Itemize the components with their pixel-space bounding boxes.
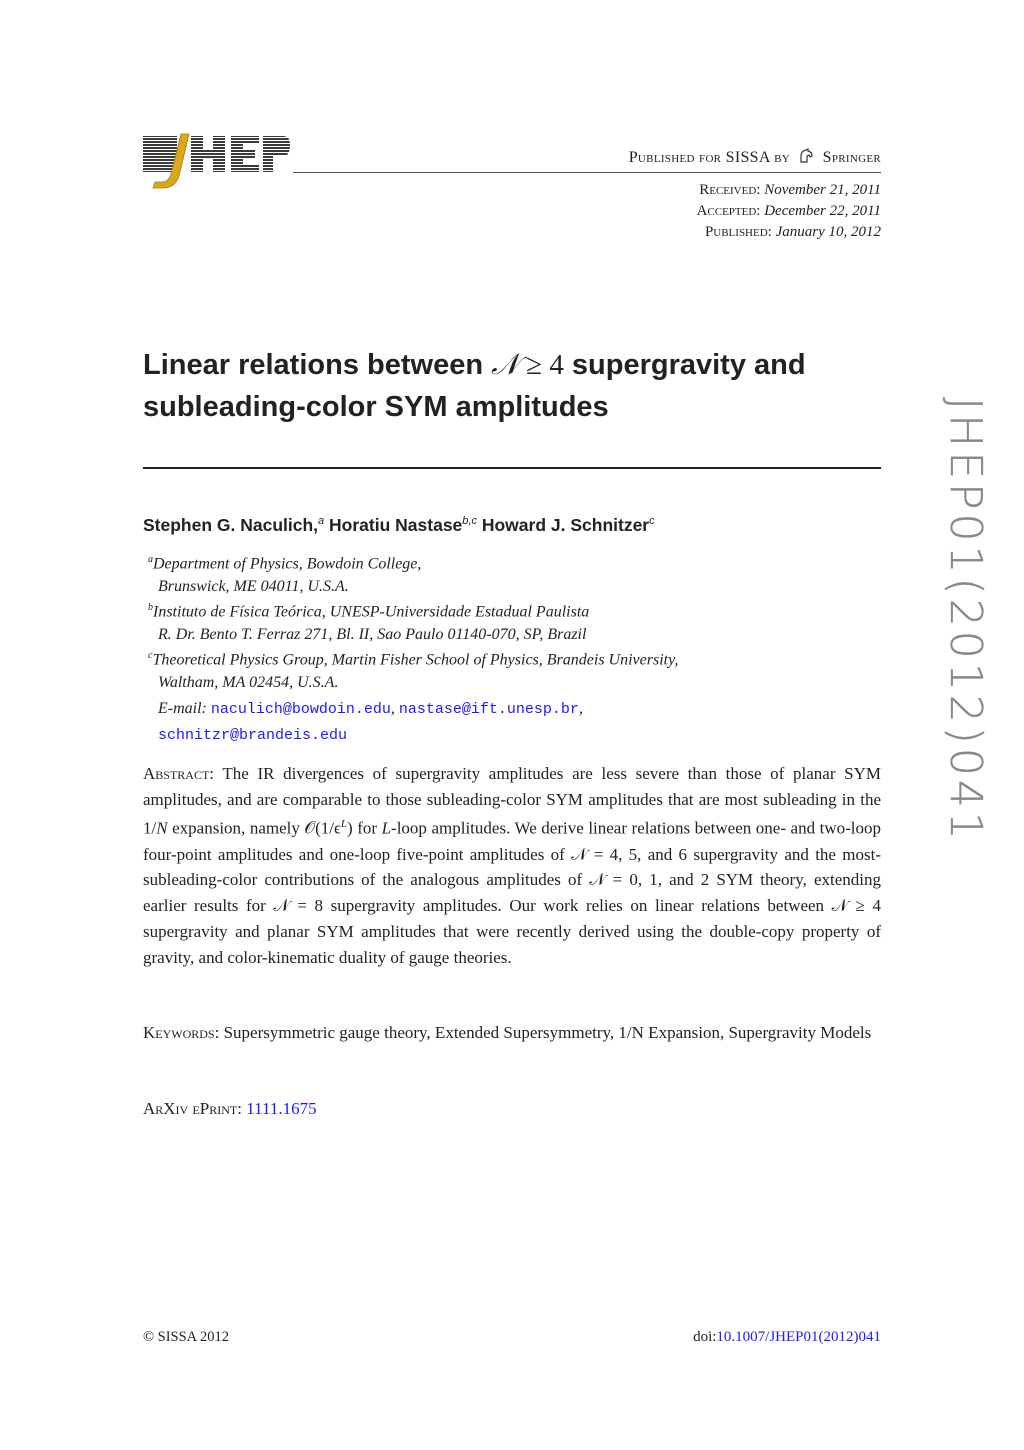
affiliation-c: $^c$Theoretical Physics Group, Martin Fisher School of Physics, Brandeis University, Waltham, MA 02454, U.S.A.: [148, 650, 679, 692]
published-for-text: Published for SISSA by: [628, 149, 790, 166]
published-row: Published: January 10, 2012: [704, 224, 881, 240]
doi: doi:10.1007/JHEP01(2012)041: [693, 1329, 881, 1345]
author-list: [143, 515, 655, 536]
received-row: Received: November 21, 2011: [699, 182, 881, 198]
sidebar-article-id: JHEP01(2012)041: [939, 396, 991, 844]
publisher-name: Springer: [822, 149, 881, 166]
affiliation-b: $^b$Instituto de Física Teórica, UNESP-Universidade Estadual Paulista R. Dr. Bento T. Ferraz 271, Bl. II, Sao Paulo 01140-070, SP, Brazil: [148, 602, 590, 644]
abstract: Abstract: The IR divergences of supergravity amplitudes are less severe than those of planar SYM amplitudes, and are comparable to those subleading-color SYM amplitudes that are most subleading in the 1/N expansion, namely $𝒪(1/\epsilon^L)$ for L-loop amplitudes. We derive linear relations between one- and two-loop four-point amplitudes and one-loop five-point amplitudes of 𝒩 = 4, 5, and 6 supergravity and the most-subleading-color contributions of the analogous amplitudes of 𝒩 = 0, 1, and 2 SYM theory, extending earlier results for 𝒩 = 8 supergravity amplitudes. Our work relies on linear relations between 𝒩 ≥ 4 supergravity and planar SYM amplitudes that were recently derived using the double-copy property of gravity, and color-kinematic duality of gauge theories.: [143, 764, 882, 967]
email-link[interactable]: naculich@bowdoin.edu: [210, 701, 391, 718]
email-link[interactable]: nastase@ift.unesp.br: [398, 701, 579, 718]
jhep-logo: [143, 132, 291, 190]
header-rule: [293, 172, 881, 173]
title-rule: [143, 467, 881, 469]
copyright: © SISSA 2012: [143, 1329, 229, 1345]
email-block: E-mail: naculich@bowdoin.edu, nastase@ift.unesp.br, schnitzr@brandeis.edu: [158, 700, 583, 744]
author: Horatiu Nastase$^{b,c}$: [329, 515, 477, 535]
doi-link[interactable]: 10.1007/JHEP01(2012)041: [716, 1329, 881, 1345]
author: Howard J. Schnitzer$^c$: [481, 515, 655, 535]
keywords: Keywords: Supersymmetric gauge theory, Extended Supersymmetry, 1/N Expansion, Supergravity Models: [143, 1023, 872, 1042]
dates-block: [697, 180, 881, 243]
springer-horse-icon: [798, 148, 814, 164]
arxiv-link[interactable]: 1111.1675: [246, 1099, 317, 1118]
paper-title: Linear relations between 𝒩 ≥ 4 supergravity and subleading-color SYM amplitudes: [143, 347, 806, 423]
affiliation-a: $^a$Department of Physics, Bowdoin College, Brunswick, ME 04011, U.S.A.: [148, 554, 422, 596]
published-for-line: [629, 148, 881, 167]
email-link[interactable]: schnitzr@brandeis.edu: [158, 727, 348, 744]
accepted-row: Accepted: December 22, 2011: [696, 203, 881, 219]
author: Stephen G. Naculich,$^a$: [143, 515, 325, 535]
arxiv-eprint: ArXiv ePrint: 1111.1675: [143, 1099, 317, 1118]
